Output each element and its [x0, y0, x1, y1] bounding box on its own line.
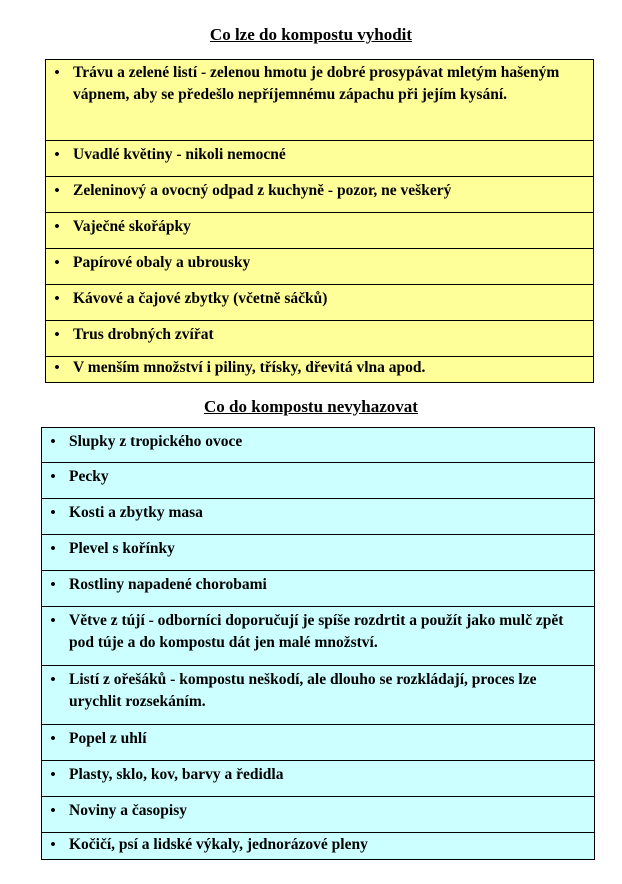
compost-yes-table	[45, 59, 594, 383]
list-item: Kosti a zbytky masa	[69, 504, 203, 521]
bullet-icon: •	[54, 219, 60, 235]
compost-no-table	[41, 427, 595, 860]
bullet-icon: •	[54, 183, 60, 199]
table-row	[46, 357, 594, 383]
table-row	[42, 833, 595, 860]
list-item: Listí z ořešáků - kompostu neškodí, ale dlouho se rozkládají, proces lze urychlit rozsekáním.	[69, 671, 537, 710]
list-item: Trus drobných zvířat	[73, 326, 214, 343]
bullet-icon: •	[50, 672, 56, 688]
bullet-icon: •	[54, 255, 60, 271]
bullet-icon: •	[50, 803, 56, 819]
list-item: Zeleninový a ovocný odpad z kuchyně - pozor, ne veškerý	[73, 182, 452, 199]
table-row	[42, 535, 595, 571]
bullet-icon: •	[50, 541, 56, 557]
bullet-icon: •	[54, 327, 60, 343]
table-row	[42, 571, 595, 607]
table-row	[46, 249, 594, 285]
table-row	[42, 666, 595, 725]
list-item: Papírové obaly a ubrousky	[73, 254, 251, 271]
compost-no-title: Co do kompostu nevyhazovat	[204, 397, 418, 416]
bullet-icon: •	[50, 731, 56, 747]
table-row	[42, 797, 595, 833]
list-item: Větve z tújí - odborníci doporučují je spíše rozdrtit a použít jako mulč zpět pod túje a do kompostu dát jen malé množství.	[69, 612, 564, 651]
list-item: Noviny a časopisy	[69, 802, 187, 819]
table-row	[46, 177, 594, 213]
list-item: Rostliny napadené chorobami	[69, 576, 267, 593]
list-item: V menším množství i piliny, třísky, dřevitá vlna apod.	[73, 359, 426, 376]
bullet-icon: •	[54, 147, 60, 163]
list-item: Uvadlé květiny - nikoli nemocné	[73, 146, 286, 163]
list-item: Kávové a čajové zbytky (včetně sáčků)	[73, 290, 328, 307]
list-item: Trávu a zelené listí - zelenou hmotu je dobré prosypávat mletým hašeným vápnem, aby se předešlo nepříjemnému zápachu při jejím kysání.	[73, 64, 560, 103]
table-row	[46, 285, 594, 321]
bullet-icon: •	[50, 837, 56, 853]
table-row	[46, 321, 594, 357]
table-row	[46, 141, 594, 177]
list-item: Plasty, sklo, kov, barvy a ředidla	[69, 766, 284, 783]
bullet-icon: •	[50, 767, 56, 783]
table-row	[46, 213, 594, 249]
list-item: Plevel s kořínky	[69, 540, 175, 557]
bullet-icon: •	[50, 577, 56, 593]
compost-yes-title: Co lze do kompostu vyhodit	[209, 25, 413, 44]
list-item: Popel z uhlí	[69, 730, 147, 747]
table-row	[42, 725, 595, 761]
list-item: Pecky	[69, 468, 109, 485]
table-row	[42, 428, 595, 463]
table-row	[42, 607, 595, 666]
bullet-icon: •	[50, 469, 56, 485]
table-row	[42, 463, 595, 499]
list-item: Vaječné skořápky	[73, 218, 191, 235]
table-row	[42, 499, 595, 535]
bullet-icon: •	[50, 613, 56, 629]
bullet-icon: •	[50, 434, 56, 450]
list-item: Kočičí, psí a lidské výkaly, jednorázové pleny	[69, 836, 368, 853]
table-row	[42, 761, 595, 797]
bullet-icon: •	[54, 360, 60, 376]
list-item: Slupky z tropického ovoce	[69, 433, 243, 450]
bullet-icon: •	[54, 65, 60, 81]
bullet-icon: •	[50, 505, 56, 521]
table-row	[46, 60, 594, 141]
bullet-icon: •	[54, 291, 60, 307]
